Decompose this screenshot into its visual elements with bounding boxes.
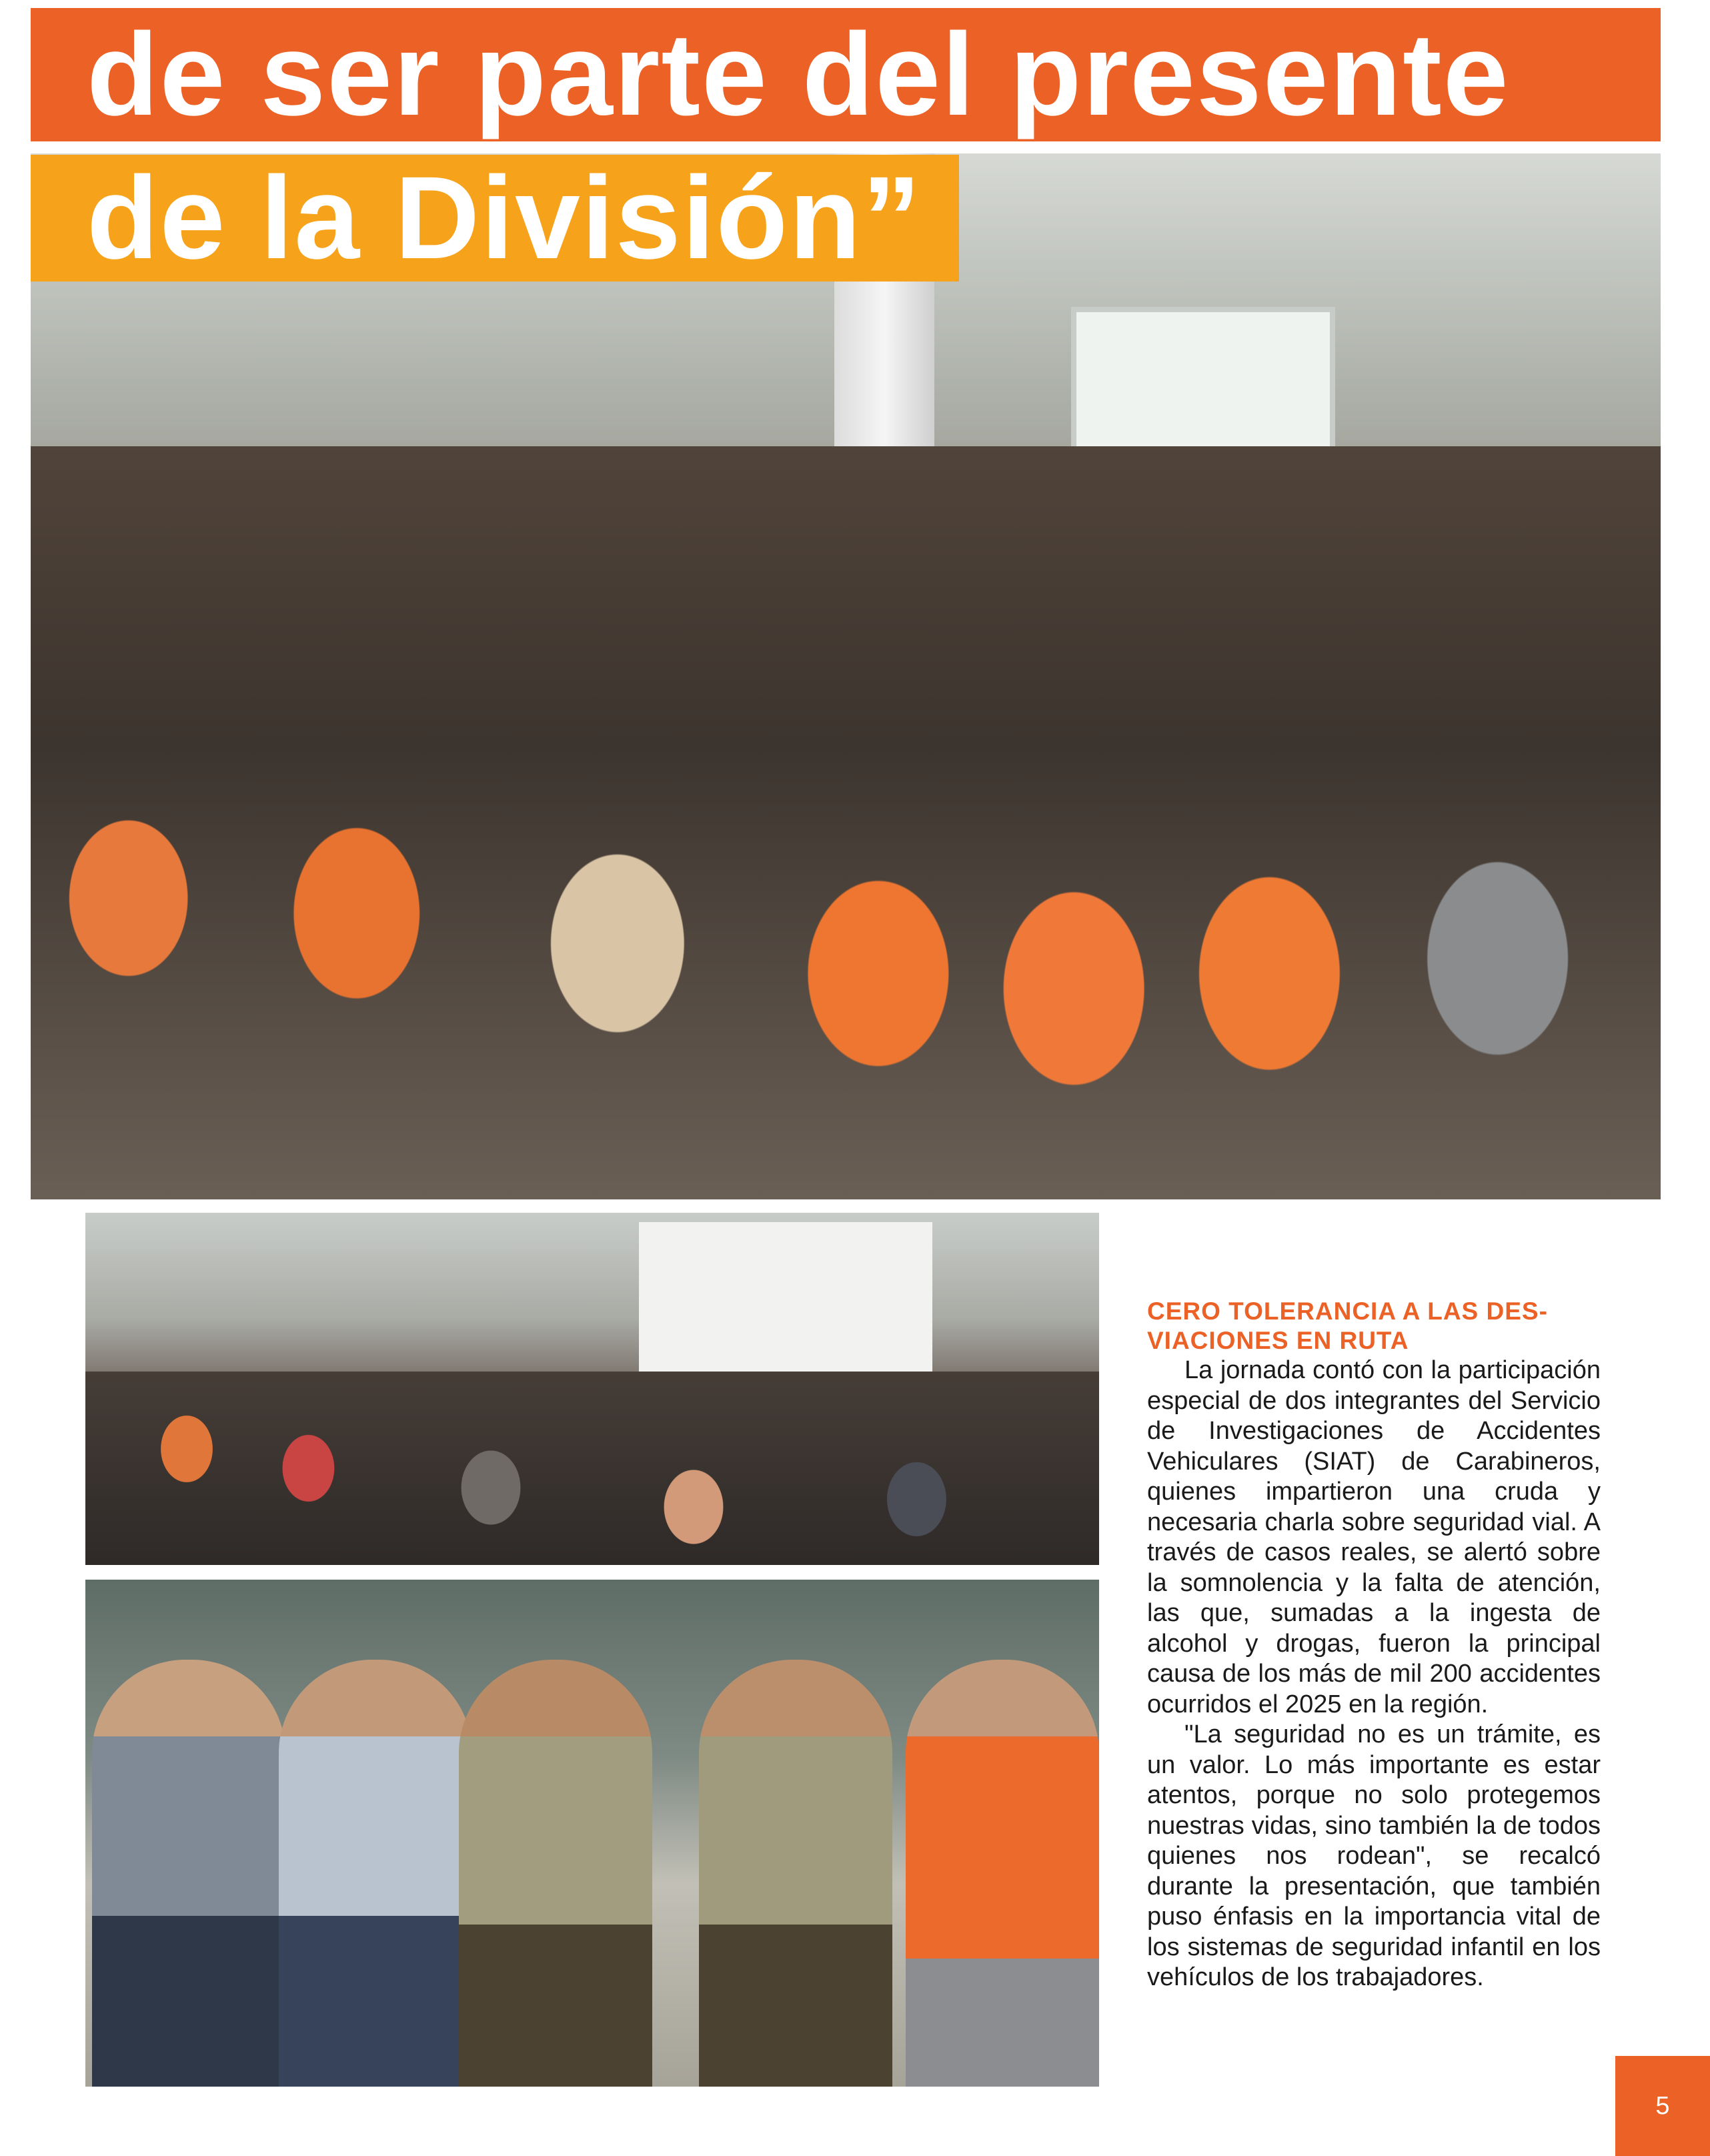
person-1 — [92, 1660, 285, 2087]
officials-photo — [85, 1580, 1099, 2087]
article-column — [1147, 1297, 1601, 1993]
person-3-carabinero — [459, 1660, 652, 2087]
article-paragraph-1: La jornada contó con la participación especial de dos integrantes del Servicio de Investigaciones de Accidentes Vehiculares (SIAT) de Carabineros, quienes impartieron una cruda y necesaria charla sobre seguridad vial. A través de casos reales, se alertó sobre la somnolencia y la falta de atención, las que, sumadas a la ingesta de alcohol y drogas, fueron la principal causa de los más de mil 200 accidentes ocurridos el 2025 en la región. — [1147, 1356, 1601, 1718]
audience-seats — [85, 1372, 1099, 1565]
person-5 — [906, 1660, 1099, 2087]
headline-line-2 — [31, 155, 959, 282]
audience-photo — [85, 1213, 1099, 1565]
group-photo — [31, 153, 1661, 1199]
article-heading: CERO TOLERANCIA A LAS DES- VIACIONES EN RUTA — [1147, 1297, 1548, 1354]
photo-crowd — [31, 446, 1661, 1199]
headline-line-1-text: de ser parte del presente — [87, 9, 1510, 140]
person-2 — [279, 1660, 472, 2087]
headline-line-2-text: de la División” — [87, 153, 922, 284]
person-4-carabinero — [699, 1660, 892, 2087]
article-paragraph-2: "La seguridad no es un trámite, es un valor. Lo más importante es estar atentos, porque no solo protegemos nuestras vidas, sino también la de todos quienes nos rodean", se recalcó durante la presentación, que también puso énfasis en la importancia vital de los sistemas de seguridad infantil en los vehículos de los trabajadores. — [1147, 1720, 1601, 1991]
projection-screen — [639, 1222, 932, 1389]
page-number: 5 — [1655, 2091, 1670, 2120]
headline-line-1 — [31, 8, 1661, 141]
page-number-box — [1615, 2056, 1710, 2156]
